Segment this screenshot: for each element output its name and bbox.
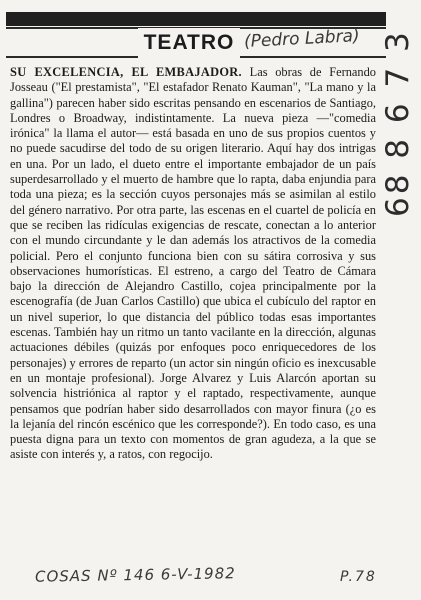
section-title: TEATRO	[138, 28, 240, 58]
article-body: Las obras de Fernando Josseau ("El prestamista", "El estafador Renato Kauman", "La mano y la gallina") parecen haber sido escritas pensando en escenarios de Santiago, Londres o Broadway, indistintamente. La nueva pieza —"comedia irónica" la llama el autor— está basada en uno de sus propios cuentos y no puede sacudirse del todo de su origen literario. Aquí hay dos intrigas en una. Por un lado, el dueto entre el importante embajador de un país superdesarrollado y el muerto de hambre que lo rapta, daba enjundia para toda una pieza; es la sección cuyos personajes más se asimilan al estilo del género narrativo. Por otra parte, las escenas en el cuartel de policía en que se reciben las ridículas exigencias de rescate, conectan a lo anterior con el mundo circundante y le dan además los atractivos de la comedia policial. Pero el conjunto funciona bien con su sátira corrosiva y sus observaciones humorísticas. El estreno, a cargo del Teatro de Cámara bajo la dirección de Alejandro Castillo, cojea principalmente por la escenografía (de Juan Carlos Castillo) que ubica el cubículo del raptor en un nivel superior, lo que distancia del público todas esas importantes escenas. También hay un ritmo un tanto vacilante en la dirección, algunas actuaciones débiles (quizás por enfoques poco enriquecedores de los personajes) y errores de reparto (un actor sin ningún oficio es inexcusable en un montaje profesional). Jorge Alvarez y Luis Alarcón aportan su solvencia histriónica al raptor y el raptado, respectivamente, aunque pensamos que podrían haber sido desarrollados con mayor finura (¿o es la lejanía del rincón escénico que les corresponde?). En todo caso, es una puesta digna para un texto con momentos de gran agudeza, a la que se asiste con interés y, a ratos, con regocijo.	[10, 65, 376, 462]
handwritten-author: (Pedro Labra)	[243, 25, 361, 53]
article-lead: SU EXCELENCIA, EL EMBAJADOR.	[10, 65, 242, 79]
handwritten-source: COSAS Nº 146 6-V-1982	[34, 564, 236, 586]
header-bar	[6, 12, 386, 26]
handwritten-page-number: P.78	[340, 569, 377, 585]
handwritten-margin-note: 68 8 6 7 3	[380, 29, 416, 217]
article-text	[10, 65, 376, 463]
